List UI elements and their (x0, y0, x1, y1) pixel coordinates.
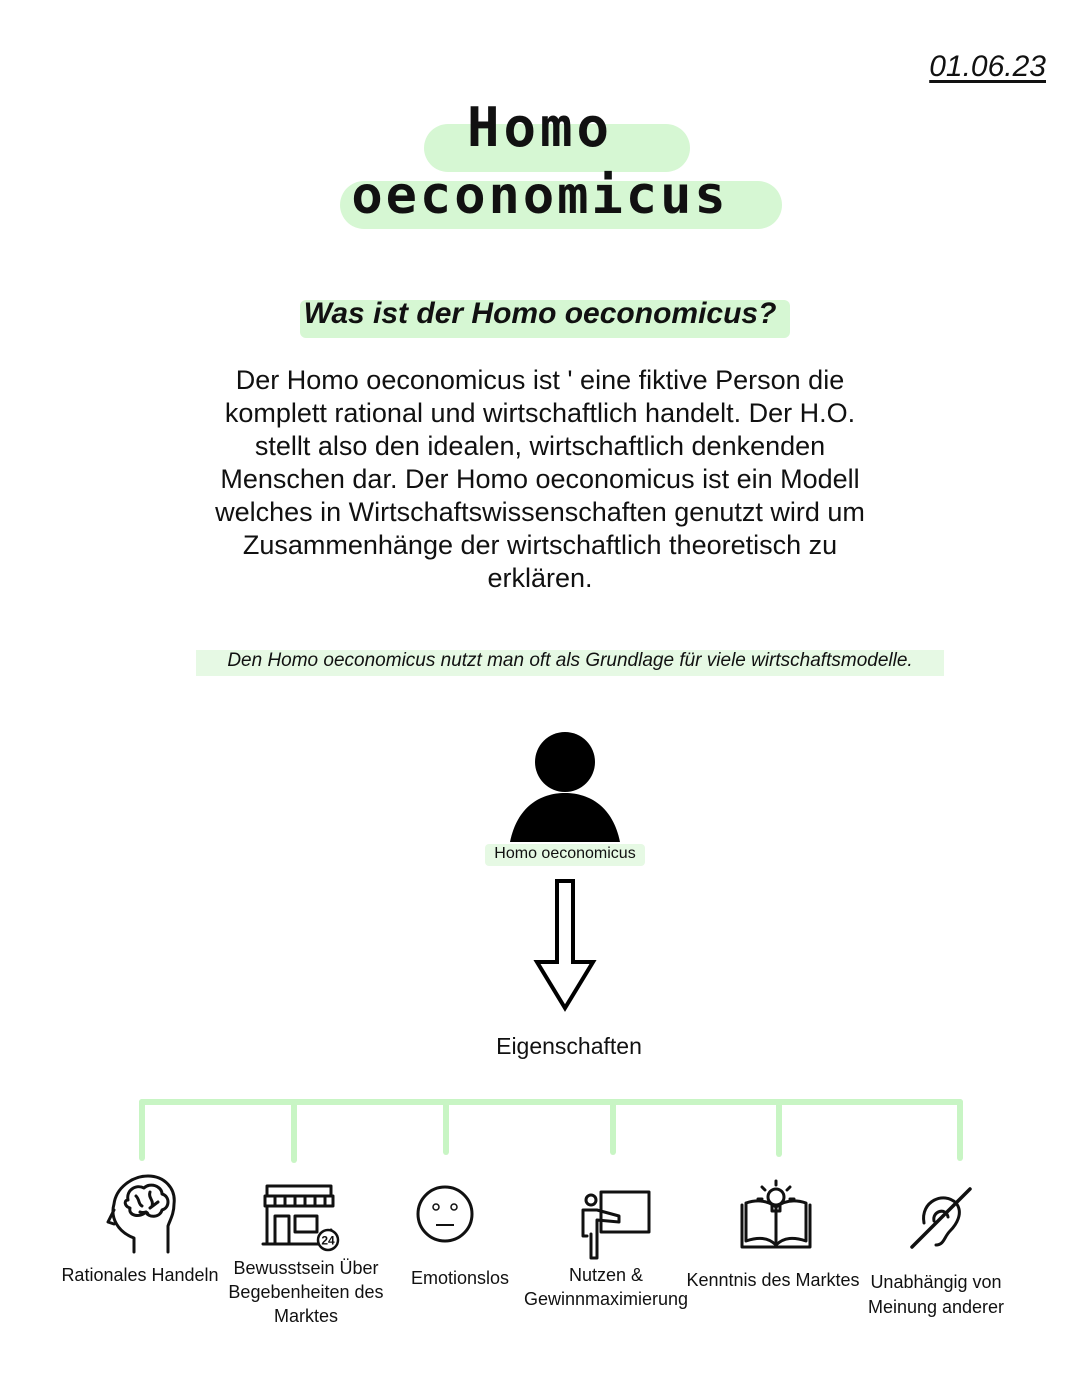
question-heading: Was ist der Homo oeconomicus? (303, 297, 777, 330)
property-label: Nutzen & Gewinnmaximierung (523, 1265, 689, 1309)
property-label: Unabhängig von Meinung anderer (867, 1272, 1005, 1317)
down-arrow-icon (530, 876, 600, 1016)
presentation-board-icon (575, 1186, 657, 1264)
properties-label: Eigenschaften (496, 1033, 642, 1059)
property-label: Kenntnis des Marktes (686, 1270, 860, 1290)
property-label: Bewusstsein Über Begebenheiten des Marktes (228, 1258, 384, 1326)
brain-head-icon (100, 1170, 184, 1260)
definition-paragraph: Der Homo oeconomicus ist ' eine fiktive Person die komplett rational und wirtschaftlich handelt. Der H.O. stellt also den idealen, wirtschaftlich denkenden Menschen dar. Der Homo oeconomicus ist ein Modell welches in Wirtschaftswissenschaften genutzt wird um Zusammenhänge der wirtschaftlich theoretisch zu erklären. (215, 365, 865, 593)
page-title-line-1: Homo (466, 96, 614, 159)
person-silhouette-icon (505, 725, 625, 845)
neutral-face-icon (414, 1183, 476, 1245)
property-label: Emotionslos (410, 1268, 510, 1288)
person-label: Homo oeconomicus (494, 845, 636, 862)
note-text: Den Homo oeconomicus nutzt man oft als Grundlage für viele wirtschaftsmodelle. (227, 650, 913, 671)
page-title-line-2: oeconomicus (351, 166, 729, 226)
store-24-icon (255, 1180, 347, 1256)
tree-connector (0, 1090, 1080, 1170)
date: 01.06.23 (929, 50, 1046, 83)
hearing-impaired-icon (904, 1185, 976, 1255)
store-24-badge: 24 (321, 1233, 335, 1248)
book-lightbulb-icon (734, 1175, 818, 1255)
property-label: Rationales Handeln (61, 1265, 219, 1285)
